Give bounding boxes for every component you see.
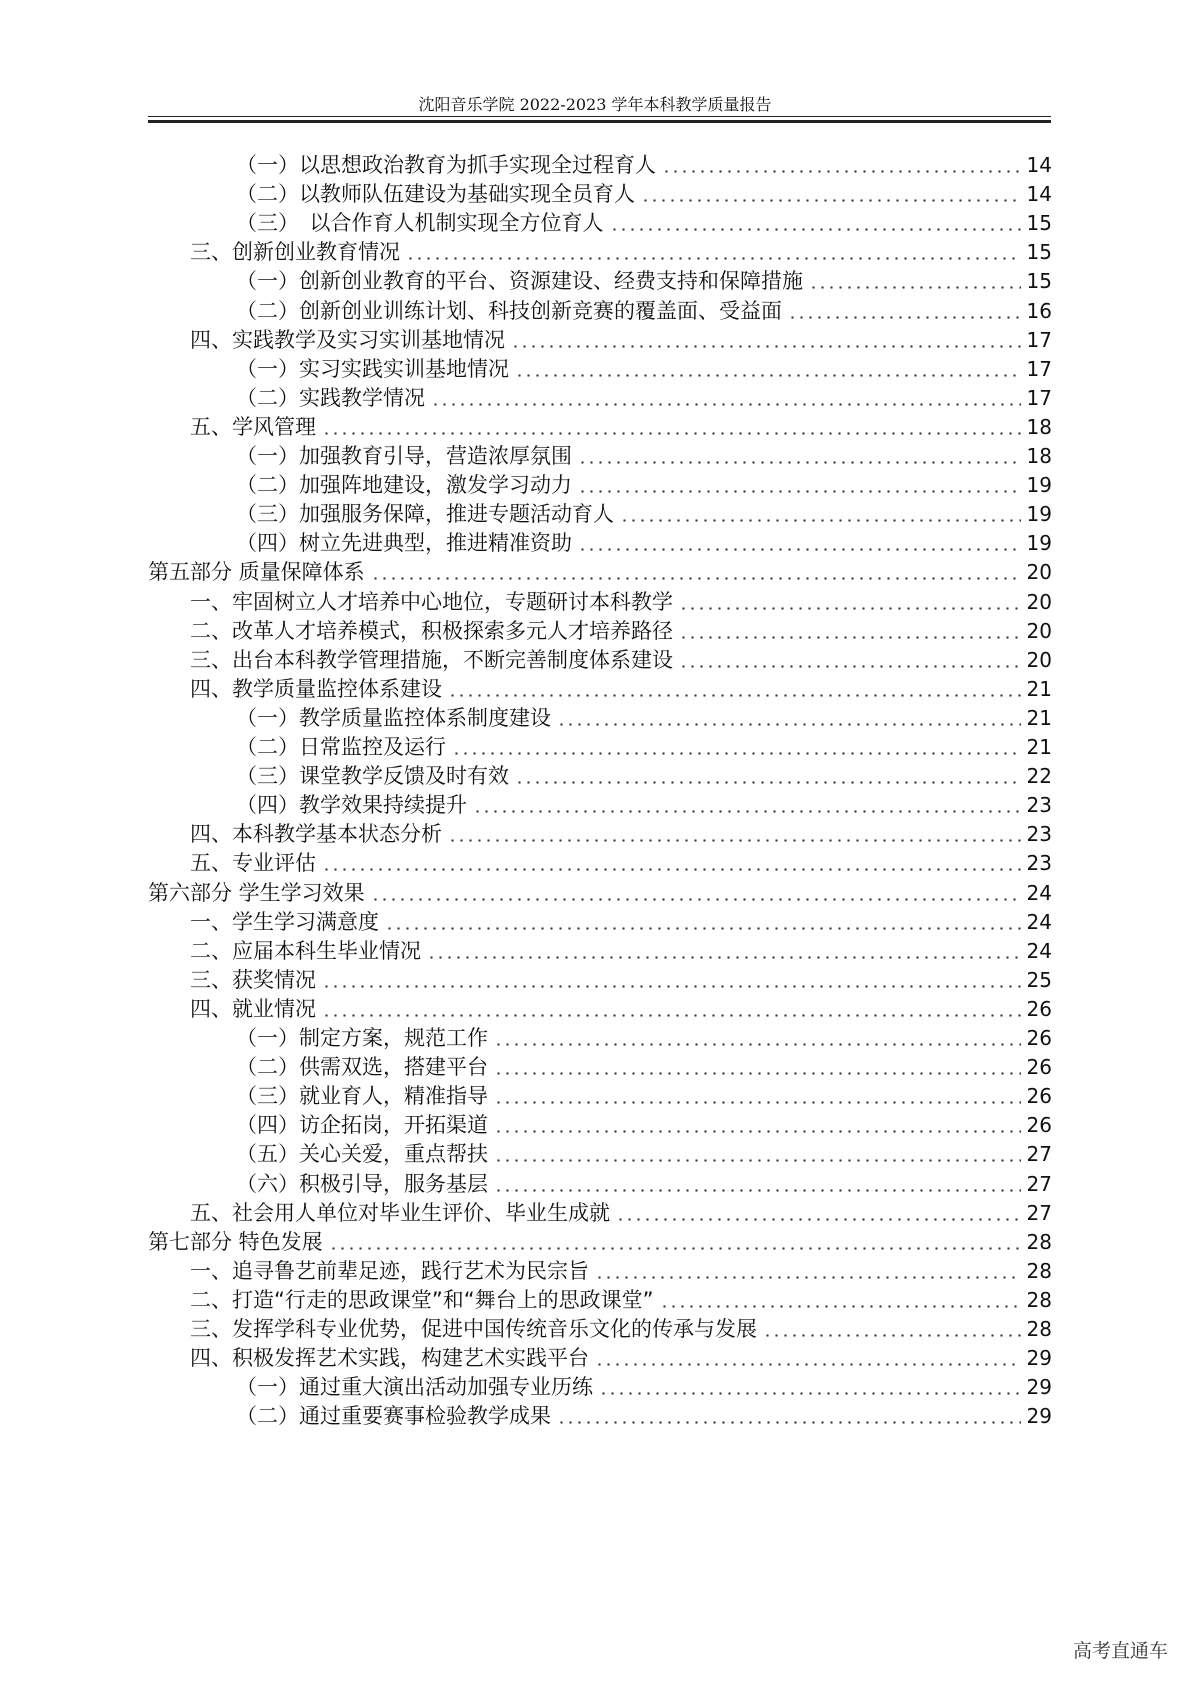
toc-entry-title: （四）树立先进典型，推进精准资助 [236, 531, 572, 556]
toc-dot-leader [494, 1130, 1021, 1133]
toc-entry-title: 第七部分 特色发展 [148, 1229, 323, 1254]
toc-entry[interactable] [190, 674, 1052, 705]
toc-page-number: 19 [1026, 531, 1052, 556]
toc-entry[interactable] [236, 1169, 1052, 1200]
toc-dot-leader [371, 577, 1021, 580]
toc-entry[interactable] [190, 1285, 1052, 1316]
toc-page-number: 18 [1026, 414, 1052, 439]
toc-dot-leader [515, 781, 1021, 784]
toc-page-number: 14 [1026, 182, 1052, 207]
toc-entry-title: 五、专业评估 [190, 851, 316, 876]
toc-dot-leader [322, 1014, 1021, 1017]
toc-page-number: 29 [1026, 1346, 1052, 1371]
toc-dot-leader [448, 694, 1021, 697]
toc-page-number: 18 [1026, 444, 1052, 468]
toc-entry-title: （一）教学质量监控体系制度建设 [236, 705, 551, 730]
watermark: 高考直通车 [1072, 1640, 1168, 1662]
toc-entry-title: 三、获奖情况 [190, 967, 316, 992]
toc-dot-leader [515, 374, 1021, 377]
toc-entry-title: （一）创新创业教育的平台、资源建设、经费支持和保障措施 [236, 269, 803, 294]
toc-dot-leader [599, 1392, 1021, 1395]
toc-page-number: 27 [1026, 1171, 1052, 1196]
toc-entry[interactable] [236, 208, 1052, 239]
toc-page-number: 28 [1026, 1229, 1052, 1254]
toc-page-number: 27 [1026, 1200, 1052, 1225]
toc-entry-title: 四、实践教学及实习实训基地情况 [190, 327, 505, 352]
toc-entry-title: 四、积极发挥艺术实践，构建艺术实践平台 [190, 1346, 589, 1371]
toc-page-number: 21 [1026, 735, 1052, 759]
toc-entry-title: （二）加强阵地建设，激发学习动力 [236, 473, 572, 498]
toc-dot-leader [641, 199, 1021, 202]
toc-entry[interactable] [236, 1052, 1052, 1083]
toc-entry-title: 一、牢固树立人才培养中心地位，专题研讨本科教学 [190, 589, 673, 614]
toc-dot-leader [557, 1421, 1021, 1424]
toc-entry[interactable] [190, 645, 1052, 676]
toc-page-number: 17 [1026, 356, 1052, 381]
toc-entry[interactable] [236, 1139, 1052, 1170]
toc-entry-title: 四、本科教学基本状态分析 [190, 822, 442, 847]
toc-page-number: 15 [1026, 269, 1052, 294]
toc-page-number: 26 [1026, 1084, 1052, 1109]
toc-page-number: 19 [1026, 473, 1052, 498]
toc-page-number: 14 [1026, 153, 1052, 177]
toc-entry-title: 三、出台本科教学管理措施，不断完善制度体系建设 [190, 647, 673, 672]
toc-dot-leader [620, 519, 1021, 522]
toc-entry[interactable] [236, 150, 1052, 181]
toc-page-number: 21 [1026, 676, 1052, 701]
toc-entry-title: 二、打造“行走的思政课堂”和“舞台上的思政课堂” [190, 1287, 654, 1312]
toc-dot-leader [427, 956, 1021, 959]
toc-entry[interactable] [190, 819, 1052, 850]
toc-dot-leader [616, 1218, 1021, 1221]
toc-dot-leader [322, 432, 1021, 435]
toc-entry[interactable] [236, 470, 1052, 501]
toc-dot-leader [679, 636, 1021, 639]
toc-entry[interactable] [236, 732, 1052, 763]
toc-dot-leader [322, 868, 1021, 871]
toc-entry[interactable] [236, 179, 1052, 210]
toc-entry[interactable] [190, 994, 1052, 1025]
toc-entry[interactable] [148, 557, 1052, 588]
toc-dot-leader [448, 839, 1021, 842]
toc-entry-title: （五）关心关爱，重点帮扶 [236, 1142, 488, 1167]
toc-page-number: 23 [1026, 793, 1052, 818]
toc-dot-leader [660, 1305, 1021, 1308]
toc-entry[interactable] [236, 296, 1052, 327]
toc-dot-leader [494, 1159, 1021, 1162]
toc-page-number: 20 [1026, 560, 1052, 585]
toc-entry[interactable] [236, 499, 1052, 530]
header-title: 沈阳音乐学院 2022-2023 学年本科教学质量报告 [418, 95, 772, 114]
toc-dot-leader [679, 607, 1021, 610]
toc-entry[interactable] [236, 790, 1052, 821]
toc-page-number: 22 [1026, 764, 1052, 789]
toc-page-number: 20 [1026, 589, 1052, 614]
toc-page-number: 29 [1026, 1404, 1052, 1429]
toc-entry[interactable] [190, 965, 1052, 996]
toc-dot-leader [494, 1101, 1021, 1104]
toc-entry-title: （二）通过重要赛事检验教学成果 [236, 1404, 551, 1429]
toc-entry-title: （四）教学效果持续提升 [236, 793, 467, 818]
toc-entry-title: （三）就业育人，精准指导 [236, 1084, 488, 1109]
toc-entry-title: （三）课堂教学反馈及时有效 [236, 764, 509, 789]
toc-dot-leader [329, 1247, 1021, 1250]
toc-entry[interactable] [148, 1227, 1052, 1258]
toc-entry[interactable] [236, 266, 1052, 297]
toc-entry-title: 五、社会用人单位对毕业生评价、毕业生成就 [190, 1200, 610, 1225]
toc-entry[interactable] [190, 1256, 1052, 1287]
toc-entry-title: 一、追寻鲁艺前辈足迹，践行艺术为民宗旨 [190, 1258, 589, 1283]
toc-dot-leader [452, 752, 1021, 755]
toc-page-number: 25 [1026, 967, 1052, 992]
toc-page-number: 15 [1026, 240, 1052, 265]
toc-dot-leader [578, 548, 1021, 551]
toc-entry-title: （二）日常监控及运行 [236, 735, 446, 759]
toc-page-number: 19 [1026, 502, 1052, 527]
toc-entry[interactable] [236, 1081, 1052, 1112]
toc-entry[interactable] [236, 354, 1052, 385]
toc-page-number: 24 [1026, 938, 1052, 963]
toc-page-number: 16 [1026, 298, 1052, 323]
toc-page-number: 29 [1026, 1375, 1052, 1400]
toc-entry-title: 一、学生学习满意度 [190, 909, 379, 934]
toc-dot-leader [595, 1276, 1021, 1279]
toc-entry-title: （一）加强教育引导，营造浓厚氛围 [236, 444, 572, 468]
toc-dot-leader [494, 1189, 1021, 1192]
toc-entry-title: （一）以思想政治教育为抓手实现全过程育人 [236, 153, 656, 177]
toc-entry-title: 三、创新创业教育情况 [190, 240, 400, 265]
toc-page-number: 28 [1026, 1287, 1052, 1312]
toc-entry-title: 二、应届本科生毕业情况 [190, 938, 421, 963]
toc-entry[interactable] [236, 1023, 1052, 1054]
toc-dot-leader [371, 898, 1021, 901]
toc-page-number: 20 [1026, 647, 1052, 672]
toc-entry[interactable] [190, 412, 1052, 443]
toc-dot-leader [494, 1072, 1021, 1075]
toc-dot-leader [662, 170, 1021, 173]
toc-entry[interactable] [236, 1110, 1052, 1141]
toc-entry[interactable] [190, 907, 1052, 938]
toc-page-number: 26 [1026, 1055, 1052, 1080]
toc-entry-title: 四、教学质量监控体系建设 [190, 676, 442, 701]
toc-entry-title: （三） 以合作育人机制实现全方位育人 [236, 211, 604, 236]
toc-page-number: 24 [1026, 880, 1052, 905]
toc-entry-title: 五、学风管理 [190, 414, 316, 439]
toc-entry-title: （二）实践教学情况 [236, 385, 425, 410]
toc-entry[interactable] [236, 528, 1052, 559]
toc-dot-leader [511, 345, 1021, 348]
toc-entry[interactable] [236, 383, 1052, 414]
toc-dot-leader [557, 723, 1021, 726]
toc-entry-title: 二、改革人才培养模式，积极探索多元人才培养路径 [190, 618, 673, 643]
toc-entry[interactable] [236, 1401, 1052, 1432]
toc-entry[interactable] [148, 878, 1052, 909]
toc-dot-leader [385, 927, 1021, 930]
toc-entry-title: （一）实习实践实训基地情况 [236, 356, 509, 381]
toc-entry-title: （一）通过重大演出活动加强专业历练 [236, 1375, 593, 1400]
toc-entry[interactable] [190, 848, 1052, 879]
toc-page-number: 26 [1026, 1026, 1052, 1050]
toc-entry-title: （三）加强服务保障，推进专题活动育人 [236, 502, 614, 527]
toc-entry[interactable] [190, 616, 1052, 647]
toc-entry-title: （二）供需双选，搭建平台 [236, 1055, 488, 1080]
toc-page-number: 20 [1026, 618, 1052, 643]
toc-page-number: 28 [1026, 1317, 1052, 1341]
toc-entry[interactable] [190, 237, 1052, 268]
toc-dot-leader [578, 490, 1021, 493]
toc-dot-leader [578, 461, 1021, 464]
toc-dot-leader [788, 316, 1021, 319]
toc-page-number: 15 [1026, 211, 1052, 236]
toc-page-number: 23 [1026, 851, 1052, 876]
toc-page-number: 28 [1026, 1258, 1052, 1283]
toc-page-number: 24 [1026, 909, 1052, 934]
toc-entry-title: 第六部分 学生学习效果 [148, 880, 365, 905]
toc-entry[interactable] [236, 761, 1052, 792]
toc-entry-title: （二）以教师队伍建设为基础实现全员育人 [236, 182, 635, 207]
toc-page-number: 26 [1026, 1113, 1052, 1138]
toc-dot-leader [595, 1363, 1021, 1366]
toc-dot-leader [809, 286, 1021, 289]
toc-entry[interactable] [190, 1198, 1052, 1229]
header-rule-thin [148, 116, 1051, 117]
toc-entry[interactable] [236, 1372, 1052, 1403]
toc-page-number: 23 [1026, 822, 1052, 847]
toc-dot-leader [763, 1334, 1021, 1337]
toc-dot-leader [679, 665, 1021, 668]
toc-entry-title: （六）积极引导，服务基层 [236, 1171, 488, 1196]
toc-entry[interactable] [190, 1343, 1052, 1374]
toc-page-number: 17 [1026, 385, 1052, 410]
toc-dot-leader [473, 810, 1021, 813]
toc-entry[interactable] [236, 703, 1052, 734]
toc-entry[interactable] [190, 936, 1052, 967]
toc-entry-title: 四、就业情况 [190, 996, 316, 1021]
toc-page-number: 26 [1026, 996, 1052, 1021]
toc-entry[interactable] [190, 587, 1052, 618]
toc-entry-title: （四）访企拓岗，开拓渠道 [236, 1113, 488, 1138]
toc-entry-title: （二）创新创业训练计划、科技创新竞赛的覆盖面、受益面 [236, 298, 782, 323]
toc-entry[interactable] [190, 1314, 1052, 1345]
header-rule-thick [148, 120, 1051, 123]
toc-page-number: 21 [1026, 705, 1052, 730]
toc-dot-leader [406, 257, 1021, 260]
toc-entry[interactable] [190, 325, 1052, 356]
toc-page-number: 17 [1026, 327, 1052, 352]
toc-dot-leader [431, 403, 1021, 406]
toc-entry-title: （一）制定方案，规范工作 [236, 1026, 488, 1050]
toc-dot-leader [494, 1043, 1021, 1046]
toc-dot-leader [322, 985, 1021, 988]
toc-page-number: 27 [1026, 1142, 1052, 1167]
toc-entry[interactable] [236, 441, 1052, 472]
toc-entry-title: 第五部分 质量保障体系 [148, 560, 365, 585]
toc-dot-leader [610, 228, 1021, 231]
toc-entry-title: 三、发挥学科专业优势，促进中国传统音乐文化的传承与发展 [190, 1317, 757, 1341]
